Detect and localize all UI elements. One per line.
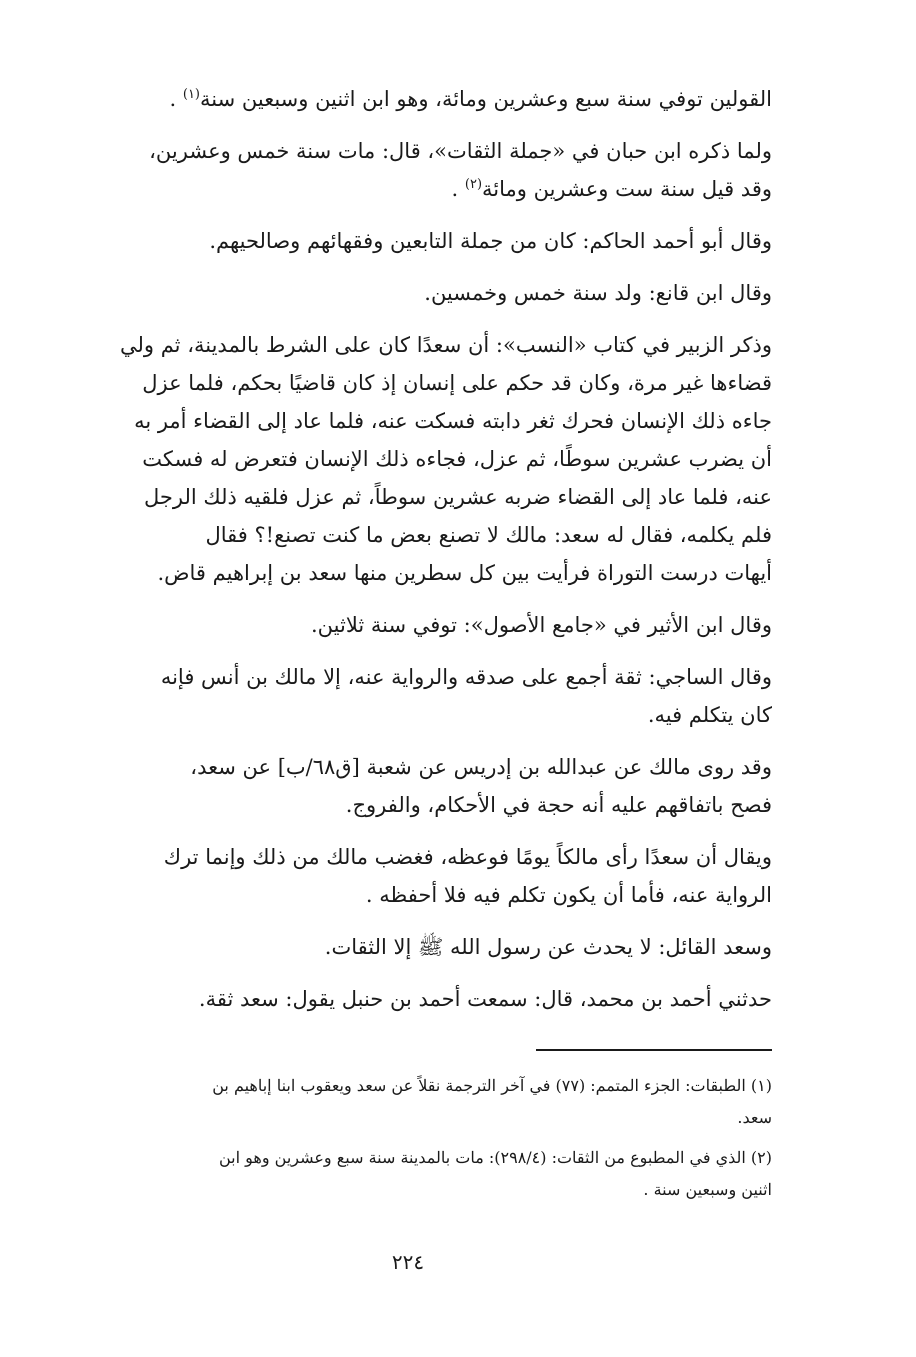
paragraph-ibn-qani xyxy=(72,274,772,312)
footnote-line: اثنين وسبعين سنة . xyxy=(643,1180,772,1199)
paragraph-ibn-athir xyxy=(72,606,772,644)
footnote-line: (٢) الذي في المطبوع من الثقات: (٢٩٨/٤): مات بالمدينة سنة سبع وعشرين وهو ابن xyxy=(218,1148,772,1167)
footnote-divider xyxy=(536,1049,772,1051)
text-line: القولين توفي سنة سبع وعشرين ومائة، وهو ابن اثنين وسبعين سنة$^{(١)}$ . xyxy=(169,87,772,111)
paragraph-abu-ahmad xyxy=(72,222,772,260)
text-line: حدثني أحمد بن محمد، قال: سمعت أحمد بن حنبل يقول: سعد ثقة. xyxy=(198,987,772,1011)
text-line: وقد روى مالك عن عبدالله بن إدريس عن شعبة [ق٦٨/ب] عن سعد، xyxy=(190,755,772,779)
paragraph-admonition xyxy=(72,838,772,914)
text-line: وقد قيل سنة ست وعشرين ومائة$^{(٢)}$ . xyxy=(451,177,772,201)
text-line: عنه، فلما عاد إلى القضاء ضربه عشرين سوطاً، ثم عزل فلقيه ذلك الرجل xyxy=(144,485,772,509)
text-line: أيهات درست التوراة فرأيت بين كل سطرين منها سعد بن إبراهيم قاض. xyxy=(157,561,772,585)
text-line: وقال ابن قانع: ولد سنة خمس وخمسين. xyxy=(424,281,772,305)
text-line: قضاءها غير مرة، وكان قد حكم على إنسان إذ كان قاضيًا بحكم، فلما عزل xyxy=(142,371,772,395)
footnote-marker[interactable]: (٢) xyxy=(464,177,483,192)
text-line: وقال ابن الأثير في «جامع الأصول»: توفي سنة ثلاثين. xyxy=(311,613,772,637)
paragraph-death-year xyxy=(72,80,772,118)
text-line: ولما ذكره ابن حبان في «جملة الثقات»، قال: مات سنة خمس وعشرين، xyxy=(149,139,772,163)
footnote-2 xyxy=(72,1142,772,1206)
text-line: وسعد القائل: لا يحدث عن رسول الله ﷺ إلا الثقات. xyxy=(324,935,772,959)
paragraph-saad-saying xyxy=(72,928,772,966)
text-line: أن يضرب عشرين سوطًا، ثم عزل، فجاءه ذلك الإنسان فتعرض له فسكت xyxy=(142,447,772,471)
text-line: فصح باتفاقهم عليه أنه حجة في الأحكام، والفروج. xyxy=(345,793,772,817)
text-line: ويقال أن سعدًا رأى مالكاً يومًا فوعظه، فغضب مالك من ذلك وإنما ترك xyxy=(163,845,772,869)
text-line: وذكر الزبير في كتاب «النسب»: أن سعدًا كان على الشرط بالمدينة، ثم ولي xyxy=(119,333,772,357)
text-line: وقال أبو أحمد الحاكم: كان من جملة التابعين وفقهائهم وصالحيهم. xyxy=(209,229,772,253)
text-line: الرواية عنه، فأما أن يكون تكلم فيه فلا أحفظه . xyxy=(365,883,772,907)
text-line: كان يتكلم فيه. xyxy=(647,703,772,727)
footnote-line: (١) الطبقات: الجزء المتمم: (٧٧) في آخر الترجمة نقلاً عن سعد ويعقوب ابنا إباهيم بن xyxy=(212,1076,772,1095)
main-text xyxy=(72,80,772,1032)
paragraph-malik-narration xyxy=(72,748,772,824)
paragraph-ahmad-hanbal xyxy=(72,980,772,1018)
footnote-line: سعد. xyxy=(737,1108,772,1127)
paragraph-zubayr-story xyxy=(72,326,772,592)
page-number: ٢٢٤ xyxy=(391,1250,425,1274)
text-line: وقال الساجي: ثقة أجمع على صدقه والرواية عنه، إلا مالك بن أنس فإنه xyxy=(160,665,772,689)
footnote-1 xyxy=(72,1070,772,1134)
text-line: جاءه ذلك الإنسان فحرك ثغر دابته فسكت عنه، فلما عاد إلى القضاء أمر به xyxy=(134,409,772,433)
text-line: فلم يكلمه، فقال له سعد: مالك لا تصنع بعض ما كنت تصنع!؟ فقال xyxy=(205,523,772,547)
footnote-marker[interactable]: (١) xyxy=(182,87,200,102)
footnotes xyxy=(72,1070,772,1214)
paragraph-saji xyxy=(72,658,772,734)
paragraph-ibn-hibban xyxy=(72,132,772,208)
